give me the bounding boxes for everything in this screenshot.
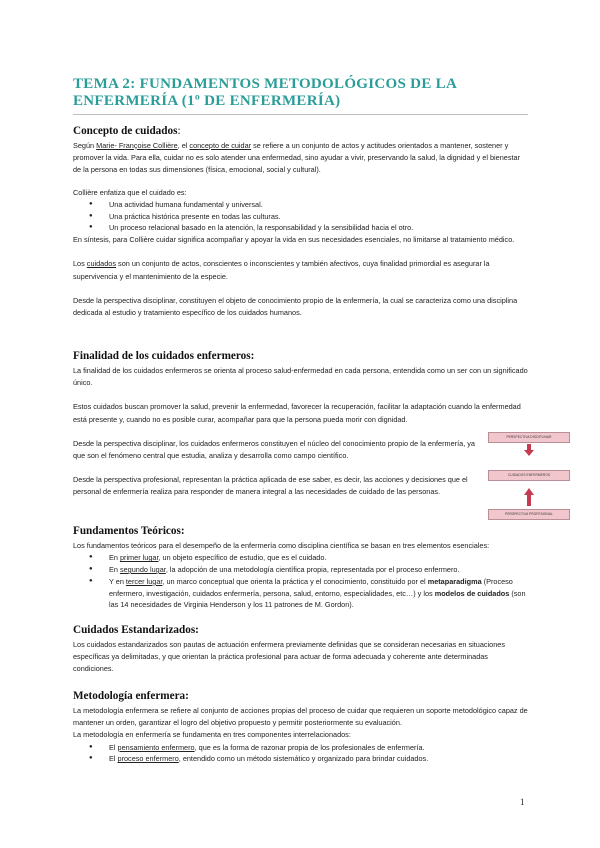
- list-item: ● Y en tercer lugar, un marco conceptual que orienta la práctica y el conocimiento, constituido por el metaparadigma (Proceso enfermero, investigación, cuidados enfermería, persona, salud, entorno, especialidades, etc…) y los modelos de cuidados (son las 14 necesidades de Virginia Henderson y los 11 patrones de M. Gordon).: [109, 576, 528, 611]
- list-item: ● El proceso enfermero, entendido como un método sistemático y organizado para brindar cuidados.: [109, 753, 528, 765]
- section-heading-estandarizados: Cuidados Estandarizados:: [73, 624, 199, 636]
- finalidad-paragraph-3: Desde la perspectiva disciplinar, los cuidados enfermeros constituyen el núcleo del conocimiento propio de la enfermería, ya que son el fenómeno central que estudia, analiza y desarrolla como campo científico.: [73, 438, 475, 461]
- perspectives-diagram: [488, 432, 570, 528]
- finalidad-paragraph-2: Estos cuidados buscan promover la salud, prevenir la enfermedad, favorecer la recuperación, facilitar la adaptación cuando la enfermedad está presente y, cuando no es posible curar, acompañar para que la persona pueda morir con dignidad.: [73, 402, 521, 424]
- diagram-box-profesional: PERSPECTIVA PROFESIONAL: [488, 509, 570, 520]
- arrow-down-icon: [524, 444, 534, 456]
- section-metodologia: [73, 689, 528, 765]
- metodologia-list: [73, 742, 528, 766]
- section-heading-fundamentos: Fundamentos Teóricos:: [73, 525, 185, 537]
- finalidad-paragraph-4: Desde la perspectiva profesional, representan la práctica aplicada de ese saber, es decir, las acciones y decisiones que el personal de enfermería realiza para responder de manera integral a las necesidades de cuidado de las personas.: [73, 475, 468, 497]
- concepto-paragraph-3: Los cuidados son un conjunto de actos, conscientes o inconscientes y también afectivos, cuya finalidad primordial es asegurar la supervivencia y el mantenimiento de la especie.: [73, 259, 490, 281]
- section-heading-metodologia: Metodología enfermera:: [73, 690, 189, 702]
- metodologia-paragraph-1: La metodología enfermera se refiere al conjunto de acciones propias del proceso de cuidar que requieren un soporte metodológico capaz de mantener un orden, garantizar el logro del objetivo propuesto y permitir posteriormente su evaluación.: [73, 706, 528, 728]
- list-item: ● En segundo lugar, la adopción de una metodología científica propia, representada por el proceso enfermero.: [109, 564, 528, 576]
- fundamentos-list: [73, 552, 528, 611]
- page-number: 1: [520, 797, 525, 807]
- section-fundamentos: [73, 524, 528, 611]
- section-heading-concepto: Concepto de cuidados:: [73, 125, 181, 137]
- arrow-up-icon: [524, 488, 534, 506]
- list-item: ● El pensamiento enfermero, que es la forma de razonar propia de los profesionales de enfermería.: [109, 742, 528, 754]
- list-item: ● Una práctica histórica presente en todas las culturas.: [109, 211, 528, 223]
- concepto-paragraph-4: Desde la perspectiva disciplinar, constituyen el objeto de conocimiento propio de la enfermería, la cual se caracteriza como una disciplina dedicada al estudio y tratamiento específico de los cuidados humanos.: [73, 295, 518, 318]
- fundamentos-intro: Los fundamentos teóricos para el desempeño de la enfermería como disciplina científica se basan en tres elementos esenciales:: [73, 541, 490, 550]
- section-estandarizados: [73, 623, 528, 676]
- concepto-list: [73, 199, 528, 234]
- diagram-box-disciplinar: PERSPECTIVA DISCIPLINAR: [488, 432, 570, 443]
- list-item: ● En primer lugar, un objeto específico de estudio, que es el cuidado.: [109, 552, 528, 564]
- author-link: Marie- Françoise Collière: [96, 141, 178, 150]
- concepto-paragraph-2: En síntesis, para Collière cuidar significa acompañar y apoyar la vida en sus necesidades esenciales, no limitarse al tratamiento médico.: [73, 235, 515, 245]
- page-title: TEMA 2: FUNDAMENTOS METODOLÓGICOS DE LA ENFERMERÍA (1º DE ENFERMERÍA): [73, 76, 457, 109]
- diagram-box-cuidados: CUIDADOS ENFERMEROS: [488, 470, 570, 481]
- metodologia-paragraph-2: La metodología en enfermería se fundamenta en tres componentes interrelacionados:: [73, 730, 351, 740]
- finalidad-paragraph-1: La finalidad de los cuidados enfermeros se orienta al proceso salud-enfermedad en cada persona, entendida como un ser con un significado único.: [73, 366, 528, 388]
- section-concepto: [73, 124, 528, 319]
- section-finalidad: [73, 349, 528, 499]
- estandarizados-paragraph: Los cuidados estandarizados son pautas de actuación enfermera previamente definidas que se consideran necesarias en situaciones específicas ya delimitadas, y que orientan la práctica profesional para actuar de forma adecuada y coherente ante determinadas condiciones.: [73, 640, 506, 674]
- section-heading-finalidad: Finalidad de los cuidados enfermeros:: [73, 350, 255, 362]
- title-divider: [73, 114, 528, 115]
- list-item: ● Una actividad humana fundamental y universal.: [109, 199, 528, 211]
- concepto-paragraph-1: Según Marie- Françoise Collière, el concepto de cuidar se refiere a un conjunto de actos y actitudes orientados a mantener, sostener y promover la vida. Para ella, cuidar no es solo atender una enfermedad, sino ayudar a vivir, preservando la salud, la dignidad y el bienestar de la persona en todas sus dimensiones (física, emocional, social y cultural).: [73, 141, 520, 175]
- list-item: ● Un proceso relacional basado en la atención, la responsabilidad y la sensibilidad hacia el otro.: [109, 222, 528, 234]
- concepto-list-intro: Collière enfatiza que el cuidado es:: [73, 187, 187, 197]
